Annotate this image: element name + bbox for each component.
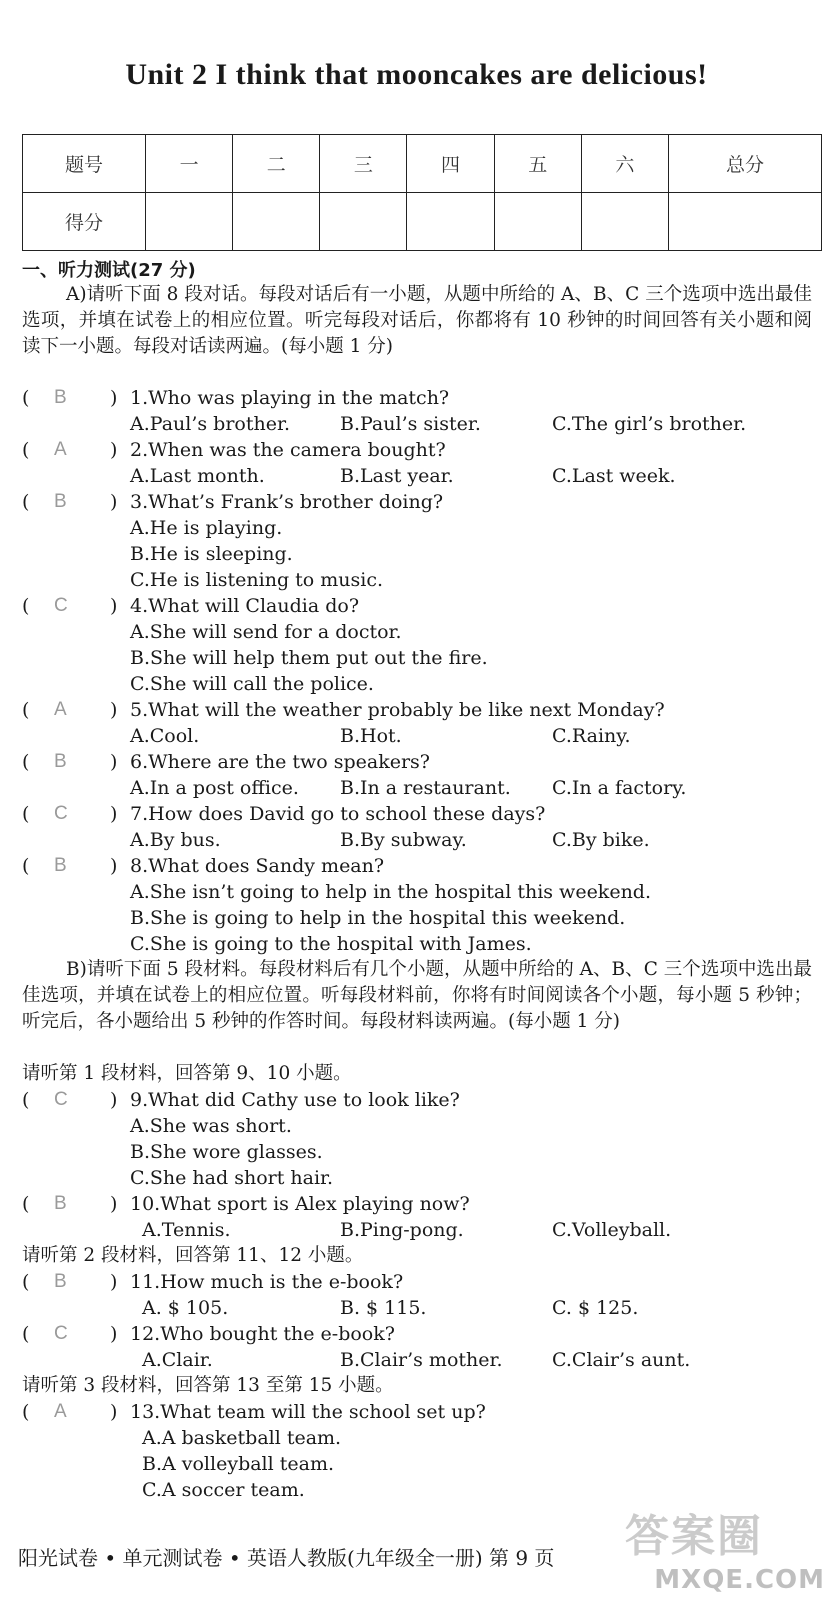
material-1-heading: 请听第 1 段材料，回答第 9、10 小题。 bbox=[22, 1063, 352, 1084]
table-cell: 题号 bbox=[23, 135, 146, 193]
question-8: ( B ) 8.What does Sandy mean? bbox=[22, 855, 385, 877]
option-b: B.She is going to help in the hospital this weekend. bbox=[130, 907, 626, 929]
table-cell: 四 bbox=[407, 135, 494, 193]
option-a: A.Paul’s brother. bbox=[130, 413, 290, 435]
option-b: B. $ 115. bbox=[340, 1297, 427, 1319]
question-text: 12.Who bought the e-book? bbox=[130, 1323, 395, 1345]
option-b: B.He is sleeping. bbox=[130, 543, 293, 565]
table-cell: 总分 bbox=[669, 135, 822, 193]
question-6: ( B ) 6.Where are the two speakers? bbox=[22, 751, 430, 773]
option-b: B.Paul’s sister. bbox=[340, 413, 481, 435]
table-cell: 五 bbox=[494, 135, 581, 193]
option-c: C.Clair’s aunt. bbox=[552, 1349, 691, 1371]
table-cell bbox=[669, 193, 822, 251]
question-3: ( B ) 3.What’s Frank’s brother doing? bbox=[22, 491, 444, 513]
question-2: ( A ) 2.When was the camera bought? bbox=[22, 439, 446, 461]
question-5: ( A ) 5.What will the weather probably be like next Monday? bbox=[22, 699, 665, 721]
answer-mark: B bbox=[54, 855, 67, 876]
option-a: A.By bus. bbox=[130, 829, 221, 851]
question-text: 4.What will Claudia do? bbox=[130, 595, 360, 617]
option-a: A.She will send for a doctor. bbox=[130, 621, 402, 643]
option-a: A.He is playing. bbox=[130, 517, 283, 539]
page-footer: 阳光试卷 • 单元测试卷 • 英语人教版(九年级全一册) 第 9 页 bbox=[18, 1546, 555, 1570]
answer-mark: C bbox=[54, 803, 68, 824]
table-cell bbox=[494, 193, 581, 251]
table-cell: 二 bbox=[233, 135, 320, 193]
question-text: 9.What did Cathy use to look like? bbox=[130, 1089, 460, 1111]
table-cell bbox=[146, 193, 233, 251]
question-text: 2.When was the camera bought? bbox=[130, 439, 446, 461]
option-b: B.By subway. bbox=[340, 829, 467, 851]
option-b: B.Last year. bbox=[340, 465, 454, 487]
unit-title: Unit 2 I think that mooncakes are delicious! bbox=[125, 58, 708, 91]
option-b: B.Hot. bbox=[340, 725, 402, 747]
option-c: C.Volleyball. bbox=[552, 1219, 672, 1241]
table-cell: 得分 bbox=[23, 193, 146, 251]
option-c: C.She will call the police. bbox=[130, 673, 374, 695]
option-a: A.In a post office. bbox=[130, 777, 299, 799]
question-text: 3.What’s Frank’s brother doing? bbox=[130, 491, 444, 513]
option-c: C.By bike. bbox=[552, 829, 650, 851]
answer-mark: C bbox=[54, 1323, 68, 1344]
question-12: ( C ) 12.Who bought the e-book? bbox=[22, 1323, 395, 1345]
option-c: C. $ 125. bbox=[552, 1297, 639, 1319]
option-c: C.Rainy. bbox=[552, 725, 631, 747]
answer-mark: B bbox=[54, 751, 67, 772]
option-a: A. $ 105. bbox=[142, 1297, 229, 1319]
material-3-heading: 请听第 3 段材料，回答第 13 至第 15 小题。 bbox=[22, 1375, 394, 1396]
score-table-header-row bbox=[23, 135, 822, 193]
answer-mark: B bbox=[54, 1193, 67, 1214]
question-text: 7.How does David go to school these days? bbox=[130, 803, 546, 825]
option-c: C.She had short hair. bbox=[130, 1167, 334, 1189]
question-13: ( A ) 13.What team will the school set up? bbox=[22, 1401, 486, 1423]
answer-mark: C bbox=[54, 1089, 68, 1110]
table-cell bbox=[320, 193, 407, 251]
answer-mark: A bbox=[54, 699, 67, 720]
option-c: C.The girl’s brother. bbox=[552, 413, 747, 435]
question-text: 6.Where are the two speakers? bbox=[130, 751, 430, 773]
question-text: 8.What does Sandy mean? bbox=[130, 855, 385, 877]
question-4: ( C ) 4.What will Claudia do? bbox=[22, 595, 360, 617]
score-table-score-row bbox=[23, 193, 822, 251]
score-table bbox=[22, 134, 822, 251]
option-b: B.In a restaurant. bbox=[340, 777, 511, 799]
table-cell bbox=[407, 193, 494, 251]
question-text: 11.How much is the e-book? bbox=[130, 1271, 404, 1293]
question-text: 1.Who was playing in the match? bbox=[130, 387, 450, 409]
option-a: A.Last month. bbox=[130, 465, 265, 487]
answer-mark: B bbox=[54, 491, 67, 512]
option-c: C.In a factory. bbox=[552, 777, 687, 799]
option-a: A.Cool. bbox=[130, 725, 200, 747]
answer-mark: C bbox=[54, 595, 68, 616]
option-c: C.He is listening to music. bbox=[130, 569, 384, 591]
option-a: A.She was short. bbox=[130, 1115, 292, 1137]
watermark-url: MXQE.COM bbox=[654, 1565, 825, 1595]
option-a: A.Tennis. bbox=[142, 1219, 231, 1241]
option-c: C.Last week. bbox=[552, 465, 676, 487]
part-b-instructions: B)请听下面 5 段材料。每段材料后有几个小题，从题中所给的 A、B、C 三个选项中选出最佳选项，并填在试卷上的相应位置。听每段材料前，你将有时间阅读各个小题，每小题 5 秒钟；听完后，各小题给出 5 秒钟的作答时间。每段材料读两遍。(每小题 1 分) bbox=[22, 959, 812, 1032]
answer-mark: A bbox=[54, 439, 67, 460]
watermark bbox=[625, 1500, 825, 1595]
option-b: B.Ping-pong. bbox=[340, 1219, 464, 1241]
part-a-instructions: A)请听下面 8 段对话。每段对话后有一小题，从题中所给的 A、B、C 三个选项中选出最佳选项，并填在试卷上的相应位置。听完每段对话后，你都将有 10 秒钟的时间回答有关小题和阅读下一小题。每段对话读两遍。(每小题 1 分) bbox=[22, 284, 812, 357]
answer-mark: A bbox=[54, 1401, 67, 1422]
option-a: A.Clair. bbox=[142, 1349, 213, 1371]
option-c: C.A soccer team. bbox=[142, 1479, 305, 1501]
question-text: 10.What sport is Alex playing now? bbox=[130, 1193, 470, 1215]
question-11: ( B ) 11.How much is the e-book? bbox=[22, 1271, 404, 1293]
option-b: B.She will help them put out the fire. bbox=[130, 647, 488, 669]
question-10: ( B ) 10.What sport is Alex playing now? bbox=[22, 1193, 470, 1215]
section-heading: 一、听力测试(27 分) bbox=[22, 260, 196, 281]
table-cell bbox=[581, 193, 668, 251]
question-1: ( B ) 1.Who was playing in the match? bbox=[22, 387, 450, 409]
table-cell: 三 bbox=[320, 135, 407, 193]
option-a: A.A basketball team. bbox=[142, 1427, 342, 1449]
table-cell: 一 bbox=[146, 135, 233, 193]
question-7: ( C ) 7.How does David go to school these days? bbox=[22, 803, 546, 825]
question-text: 5.What will the weather probably be like next Monday? bbox=[130, 699, 665, 721]
option-b: B.She wore glasses. bbox=[130, 1141, 323, 1163]
option-c: C.She is going to the hospital with James. bbox=[130, 933, 532, 955]
answer-mark: B bbox=[54, 1271, 67, 1292]
question-9: ( C ) 9.What did Cathy use to look like? bbox=[22, 1089, 460, 1111]
option-b: B.Clair’s mother. bbox=[340, 1349, 503, 1371]
option-b: B.A volleyball team. bbox=[142, 1453, 335, 1475]
answer-mark: B bbox=[54, 387, 67, 408]
watermark-logo: 答案圈 bbox=[625, 1511, 763, 1562]
table-cell: 六 bbox=[581, 135, 668, 193]
question-text: 13.What team will the school set up? bbox=[130, 1401, 486, 1423]
table-cell bbox=[233, 193, 320, 251]
material-2-heading: 请听第 2 段材料，回答第 11、12 小题。 bbox=[22, 1245, 364, 1266]
option-a: A.She isn’t going to help in the hospital this weekend. bbox=[130, 881, 652, 903]
